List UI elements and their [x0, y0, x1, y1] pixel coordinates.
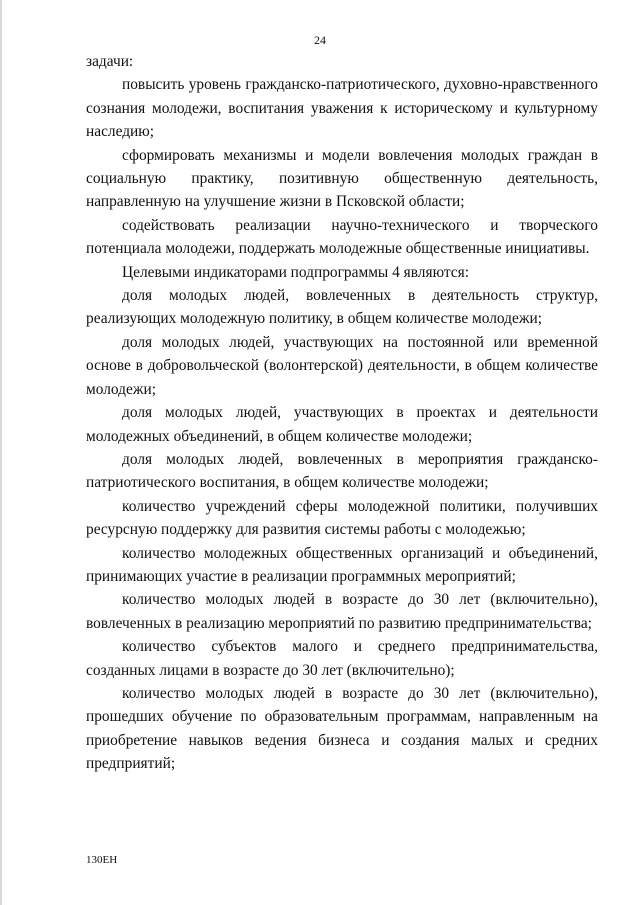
- paragraph: задачи:: [86, 53, 134, 70]
- paragraph: количество субъектов малого и среднего предпринимательства, созданных лицами в возрасте до 30 лет (включительно);: [86, 638, 598, 679]
- paragraph: доля молодых людей, участвующих на постоянной или временной основе в добровольческой (волонтерской) деятельности, в общем количестве молодежи;: [86, 333, 598, 398]
- footer-code: 130ЕН: [86, 854, 118, 866]
- paragraph: доля молодых людей, вовлеченных в мероприятия гражданско-патриотического воспитания, в общем количестве молодежи;: [86, 450, 598, 492]
- document-body: [86, 50, 598, 776]
- page-number: 24: [314, 33, 326, 47]
- paragraph: содействовать реализации научно-технического и творческого потенциала молодежи, поддержать молодежные общественные инициативы.: [86, 216, 598, 258]
- paragraph: доля молодых людей, вовлеченных в деятельность структур, реализующих молодежную политику, в общем количестве молодежи;: [86, 287, 598, 328]
- paragraph: сформировать механизмы и модели вовлечения молодых граждан в социальную практику, позитивную общественную деятельность, направленную на улучшение жизни в Псковской области;: [86, 146, 598, 211]
- paragraph: количество молодых людей в возрасте до 30 лет (включительно), вовлеченных в реализацию мероприятий по развитию предпринимательства;: [86, 591, 598, 632]
- paragraph: количество учреждений сферы молодежной политики, получивших ресурсную поддержку для развития системы работы с молодежью;: [86, 497, 598, 539]
- paragraph: количество молодых людей в возрасте до 30 лет (включительно), прошедших обучение по образовательным программам, направленным на приобретение навыков ведения бизнеса и создания малых и средних предприятий;: [86, 684, 598, 773]
- paragraph: количество молодежных общественных организаций и объединений, принимающих участие в реализации программных мероприятий;: [86, 544, 598, 585]
- paragraph: Целевыми индикаторами подпрограммы 4 являются:: [122, 263, 469, 281]
- paragraph: доля молодых людей, участвующих в проектах и деятельности молодежных объединений, в общем количестве молодежи;: [86, 404, 598, 445]
- scan-edge: [0, 0, 2, 905]
- paragraph: повысить уровень гражданско-патриотического, духовно-нравственного сознания молодежи, воспитания уважения к историческому и культурному наследию;: [86, 76, 598, 141]
